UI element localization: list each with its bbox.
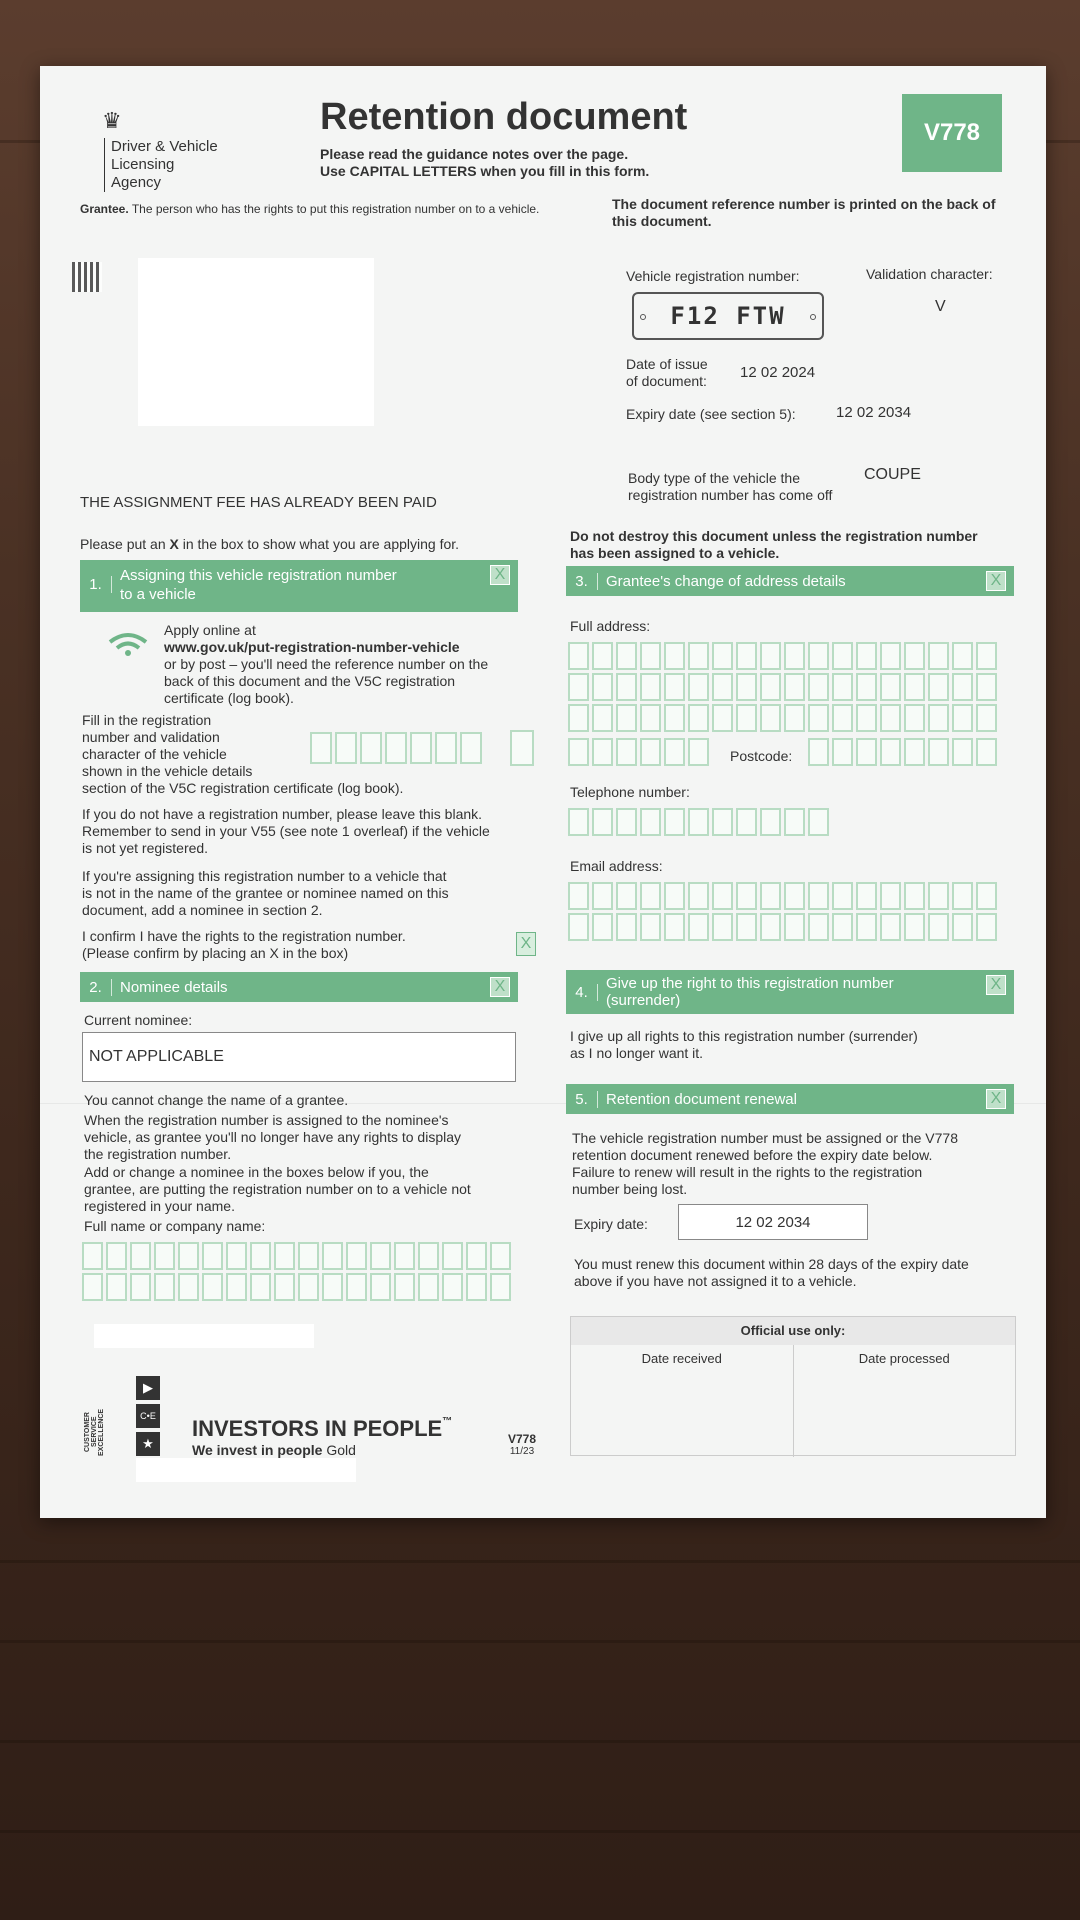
input-box[interactable] <box>904 882 925 910</box>
input-box[interactable] <box>736 673 757 701</box>
email-label: Email address: <box>570 858 663 874</box>
input-box[interactable] <box>688 808 709 836</box>
section-4-header: 4. Give up the right to this registration number (surrender) X <box>566 970 1014 1014</box>
input-box[interactable] <box>616 673 637 701</box>
cannot-change-text: You cannot change the name of a grantee. <box>84 1092 349 1108</box>
input-box[interactable] <box>568 704 589 732</box>
input-box[interactable] <box>616 704 637 732</box>
input-box[interactable] <box>664 882 685 910</box>
surrender-text: I give up all rights to this registration number (surrender) as I no longer want it. <box>570 1028 918 1061</box>
renewal-text: The vehicle registration number must be assigned or the V778 retention document renewed before the expiry date below. Failure to renew will result in the rights to the registration number being lost. <box>572 1130 958 1197</box>
apply-online-link[interactable]: www.gov.uk/put-registration-number-vehicle <box>164 639 460 655</box>
plate-screw-icon <box>640 314 646 320</box>
full-address-boxes[interactable] <box>568 642 997 732</box>
input-box[interactable] <box>904 673 925 701</box>
input-box[interactable] <box>664 913 685 941</box>
grantee-note: Grantee. The person who has the rights to put this registration number on to a vehicle. <box>80 202 540 216</box>
input-box[interactable] <box>592 913 613 941</box>
redacted-reference <box>94 1324 314 1348</box>
input-box[interactable] <box>760 673 781 701</box>
input-box[interactable] <box>952 882 973 910</box>
renewal-expiry-value: 12 02 2034 <box>678 1204 868 1240</box>
input-box[interactable] <box>856 738 877 766</box>
input-box[interactable] <box>832 738 853 766</box>
input-box[interactable] <box>784 808 805 836</box>
input-box[interactable] <box>442 1242 463 1270</box>
input-box[interactable] <box>832 913 853 941</box>
input-box[interactable] <box>880 704 901 732</box>
telephone-boxes[interactable] <box>568 808 829 836</box>
full-address-label: Full address: <box>570 618 651 634</box>
input-box[interactable] <box>856 913 877 941</box>
input-box[interactable] <box>688 738 709 766</box>
input-box[interactable] <box>178 1242 199 1270</box>
cse-logo-squares <box>136 1376 160 1456</box>
star-icon: ★ <box>136 1432 160 1456</box>
validation-char-value: V <box>935 298 946 315</box>
input-box[interactable] <box>298 1273 319 1301</box>
input-box[interactable] <box>82 1242 103 1270</box>
validation-char-label: Validation character: <box>866 266 993 282</box>
input-box[interactable] <box>226 1273 247 1301</box>
input-box[interactable] <box>784 642 805 670</box>
body-type-label: Body type of the vehicle the registration number has come off <box>628 470 833 503</box>
input-box[interactable] <box>760 704 781 732</box>
input-box[interactable] <box>712 673 733 701</box>
input-box[interactable] <box>784 882 805 910</box>
section-4-checkbox[interactable]: X <box>986 975 1006 995</box>
input-box[interactable] <box>808 673 829 701</box>
input-box[interactable] <box>688 642 709 670</box>
input-box[interactable] <box>616 808 637 836</box>
input-box[interactable] <box>178 1273 199 1301</box>
expiry-date-label: Expiry date (see section 5): <box>626 406 796 422</box>
input-box[interactable] <box>592 673 613 701</box>
input-box[interactable] <box>976 704 997 732</box>
input-box[interactable] <box>784 913 805 941</box>
input-box[interactable] <box>856 882 877 910</box>
input-box[interactable] <box>466 1273 487 1301</box>
input-box[interactable] <box>832 704 853 732</box>
fee-paid-notice: THE ASSIGNMENT FEE HAS ALREADY BEEN PAID <box>80 494 437 511</box>
input-box[interactable] <box>310 732 332 764</box>
redacted-address <box>138 258 374 426</box>
input-box[interactable] <box>688 673 709 701</box>
input-box[interactable] <box>928 738 949 766</box>
postcode-label: Postcode: <box>730 748 793 764</box>
input-box[interactable] <box>712 704 733 732</box>
input-box[interactable] <box>154 1242 175 1270</box>
input-box[interactable] <box>760 913 781 941</box>
input-box[interactable] <box>130 1273 151 1301</box>
form-code-badge: V778 <box>902 94 1002 172</box>
input-box[interactable] <box>688 882 709 910</box>
reference-note: The document reference number is printed on the back of this document. <box>612 196 996 229</box>
input-box[interactable] <box>928 704 949 732</box>
input-box[interactable] <box>202 1242 223 1270</box>
input-box[interactable] <box>568 642 589 670</box>
input-box[interactable] <box>616 913 637 941</box>
input-box[interactable] <box>976 673 997 701</box>
input-box[interactable] <box>130 1242 151 1270</box>
input-box[interactable] <box>664 642 685 670</box>
input-box[interactable] <box>832 882 853 910</box>
input-box[interactable] <box>808 642 829 670</box>
input-box[interactable] <box>808 913 829 941</box>
investors-in-people-title: INVESTORS IN PEOPLE™ <box>192 1416 453 1441</box>
input-box[interactable] <box>904 738 925 766</box>
input-box[interactable] <box>370 1242 391 1270</box>
input-box[interactable] <box>346 1273 367 1301</box>
official-use-title: Official use only: <box>571 1317 1015 1345</box>
input-box[interactable] <box>346 1242 367 1270</box>
section-1-fill-text: Fill in the registration number and validation character of the vehicle shown in the vehicle details section of the V5C registration certificate (log book). <box>82 712 404 796</box>
input-box[interactable] <box>106 1273 127 1301</box>
input-box[interactable] <box>880 738 901 766</box>
input-box[interactable] <box>592 704 613 732</box>
input-box[interactable] <box>712 642 733 670</box>
input-box[interactable] <box>880 673 901 701</box>
input-box[interactable] <box>250 1273 271 1301</box>
add-nominee-text: Add or change a nominee in the boxes below if you, the grantee, are putting the registration number on to a vehicle not registered in your name. <box>84 1164 471 1214</box>
input-box[interactable] <box>688 704 709 732</box>
plate-screw-icon <box>810 314 816 320</box>
current-nominee-field: NOT APPLICABLE <box>82 1032 516 1082</box>
address-line-4-boxes[interactable] <box>568 738 709 766</box>
input-box[interactable] <box>760 882 781 910</box>
input-box[interactable] <box>418 1242 439 1270</box>
input-box[interactable] <box>664 738 685 766</box>
section-2-header: 2. Nominee details X <box>80 972 518 1002</box>
customer-service-excellence-logo: CUSTOMER SERVICE EXCELLENCE <box>84 1408 105 1456</box>
input-box[interactable] <box>736 642 757 670</box>
current-nominee-label: Current nominee: <box>84 1012 193 1028</box>
instruction-text: Please put an X in the box to show what you are applying for. <box>80 536 460 552</box>
input-box[interactable] <box>832 642 853 670</box>
royal-crest-icon: ♛ <box>102 108 122 133</box>
input-box[interactable] <box>952 738 973 766</box>
input-box[interactable] <box>616 882 637 910</box>
renew-within-text: You must renew this document within 28 days of the expiry date above if you have not assigned it to a vehicle. <box>574 1256 969 1289</box>
investors-in-people-tagline: We invest in people Gold <box>192 1442 356 1458</box>
input-box[interactable] <box>976 738 997 766</box>
input-box[interactable] <box>335 732 357 764</box>
input-box[interactable] <box>154 1273 175 1301</box>
input-box[interactable] <box>664 704 685 732</box>
retention-document-page <box>40 66 1046 1518</box>
input-box[interactable] <box>664 673 685 701</box>
expiry-date-value: 12 02 2034 <box>836 404 912 421</box>
input-box[interactable] <box>904 704 925 732</box>
online-wifi-icon <box>108 632 148 656</box>
input-box[interactable] <box>568 673 589 701</box>
date-processed-label: Date processed <box>858 1351 950 1366</box>
input-box[interactable] <box>952 913 973 941</box>
input-box[interactable] <box>808 704 829 732</box>
input-box[interactable] <box>640 673 661 701</box>
input-box[interactable] <box>202 1273 223 1301</box>
input-box[interactable] <box>808 882 829 910</box>
input-box[interactable] <box>274 1242 295 1270</box>
input-box[interactable] <box>616 642 637 670</box>
input-box[interactable] <box>370 1273 391 1301</box>
footer-form-code: V778 11/23 <box>508 1432 537 1457</box>
section-1-confirm-text: I confirm I have the rights to the registration number. (Please confirm by placing an X in the box) <box>82 928 406 961</box>
section-1-no-reg-text: If you do not have a registration number, please leave this blank. Remember to send in your V55 (see note 1 overleaf) if the vehicle is not yet registered. <box>82 806 490 856</box>
input-box[interactable] <box>784 673 805 701</box>
section-2-checkbox[interactable]: X <box>490 977 510 997</box>
section-3-header: 3. Grantee's change of address details X <box>566 566 1014 596</box>
input-box[interactable] <box>736 882 757 910</box>
input-box[interactable] <box>928 913 949 941</box>
do-not-destroy-notice: Do not destroy this document unless the registration number has been assigned to a vehicle. <box>570 528 978 561</box>
input-box[interactable] <box>510 730 534 766</box>
input-box[interactable] <box>856 642 877 670</box>
input-box[interactable] <box>640 913 661 941</box>
email-boxes[interactable] <box>568 882 997 941</box>
input-box[interactable] <box>928 673 949 701</box>
input-box[interactable] <box>460 732 482 764</box>
input-box[interactable] <box>880 913 901 941</box>
redacted-footer <box>136 1458 356 1482</box>
input-box[interactable] <box>106 1242 127 1270</box>
input-box[interactable] <box>568 808 589 836</box>
input-box[interactable] <box>808 808 829 836</box>
input-box[interactable] <box>952 673 973 701</box>
input-box[interactable] <box>976 882 997 910</box>
input-box[interactable] <box>712 808 733 836</box>
input-box[interactable] <box>360 732 382 764</box>
page-subtitle: Please read the guidance notes over the page. Use CAPITAL LETTERS when you fill in this form. <box>320 146 650 179</box>
input-box[interactable] <box>592 882 613 910</box>
input-box[interactable] <box>856 704 877 732</box>
renewal-expiry-label: Expiry date: <box>574 1216 648 1232</box>
input-box[interactable] <box>880 642 901 670</box>
section-1-header: 1. Assigning this vehicle registration number to a vehicle X <box>80 560 518 612</box>
input-box[interactable] <box>640 882 661 910</box>
official-use-box <box>570 1316 1016 1456</box>
input-box[interactable] <box>808 738 829 766</box>
section-1-checkbox[interactable]: X <box>490 565 510 585</box>
input-box[interactable] <box>568 738 589 766</box>
input-box[interactable] <box>410 732 432 764</box>
input-box[interactable] <box>322 1242 343 1270</box>
qr-code-icon <box>72 262 102 292</box>
input-box[interactable] <box>82 1273 103 1301</box>
agency-name: Driver & Vehicle Licensing Agency <box>104 138 218 192</box>
reg-number-boxes[interactable] <box>310 732 482 764</box>
input-box[interactable] <box>385 732 407 764</box>
input-box[interactable] <box>976 642 997 670</box>
section-1-nominee-text: If you're assigning this registration number to a vehicle that is not in the name of the grantee or nominee named on this document, add a nominee in section 2. <box>82 868 449 918</box>
input-box[interactable] <box>952 704 973 732</box>
input-box[interactable] <box>435 732 457 764</box>
input-box[interactable] <box>490 1273 511 1301</box>
telephone-label: Telephone number: <box>570 784 690 800</box>
input-box[interactable] <box>928 642 949 670</box>
input-box[interactable] <box>442 1273 463 1301</box>
input-box[interactable] <box>712 882 733 910</box>
confirm-rights-checkbox[interactable]: X <box>516 932 536 956</box>
full-name-boxes[interactable] <box>82 1242 511 1301</box>
input-box[interactable] <box>760 808 781 836</box>
input-box[interactable] <box>736 808 757 836</box>
input-box[interactable] <box>394 1273 415 1301</box>
issue-date-value: 12 02 2024 <box>740 364 816 381</box>
input-box[interactable] <box>592 808 613 836</box>
input-box[interactable] <box>418 1273 439 1301</box>
input-box[interactable] <box>298 1242 319 1270</box>
registration-plate: F12 FTW <box>632 292 824 340</box>
input-box[interactable] <box>712 913 733 941</box>
input-box[interactable] <box>640 738 661 766</box>
section-5-checkbox[interactable]: X <box>986 1089 1006 1109</box>
date-received-label: Date received <box>571 1345 794 1457</box>
postcode-boxes[interactable] <box>808 738 997 766</box>
input-box[interactable] <box>760 642 781 670</box>
input-box[interactable] <box>952 642 973 670</box>
input-box[interactable] <box>640 808 661 836</box>
input-box[interactable] <box>466 1242 487 1270</box>
input-box[interactable] <box>592 642 613 670</box>
body-type-value: COUPE <box>864 466 921 483</box>
input-box[interactable] <box>832 673 853 701</box>
issue-date-label: Date of issue of document: <box>626 356 708 389</box>
input-box[interactable] <box>928 882 949 910</box>
section-5-header: 5. Retention document renewal X <box>566 1084 1014 1114</box>
input-box[interactable] <box>568 913 589 941</box>
input-box[interactable] <box>394 1242 415 1270</box>
input-box[interactable] <box>274 1273 295 1301</box>
input-box[interactable] <box>250 1242 271 1270</box>
play-icon: ▶ <box>136 1376 160 1400</box>
input-box[interactable] <box>976 913 997 941</box>
full-name-label: Full name or company name: <box>84 1218 266 1234</box>
input-box[interactable] <box>904 642 925 670</box>
input-box[interactable] <box>616 738 637 766</box>
input-box[interactable] <box>784 704 805 732</box>
input-box[interactable] <box>688 913 709 941</box>
cse-icon: C•E <box>136 1404 160 1428</box>
input-box[interactable] <box>736 913 757 941</box>
input-box[interactable] <box>856 673 877 701</box>
input-box[interactable] <box>736 704 757 732</box>
input-box[interactable] <box>490 1242 511 1270</box>
input-box[interactable] <box>664 808 685 836</box>
nominee-assigned-text: When the registration number is assigned to the nominee's vehicle, as grantee you'll no longer have any rights to display the registration number. <box>84 1112 462 1162</box>
section-3-checkbox[interactable]: X <box>986 571 1006 591</box>
section-1-apply-text: Apply online at www.gov.uk/put-registration-number-vehicle or by post – you'll need the reference number on the back of this document and the V5C registration certificate (log book). <box>164 622 524 707</box>
input-box[interactable] <box>226 1242 247 1270</box>
reg-number-label: Vehicle registration number: <box>626 268 800 284</box>
input-box[interactable] <box>640 704 661 732</box>
input-box[interactable] <box>880 882 901 910</box>
input-box[interactable] <box>904 913 925 941</box>
input-box[interactable] <box>322 1273 343 1301</box>
input-box[interactable] <box>568 882 589 910</box>
input-box[interactable] <box>640 642 661 670</box>
page-title: Retention document <box>320 96 688 138</box>
input-box[interactable] <box>592 738 613 766</box>
